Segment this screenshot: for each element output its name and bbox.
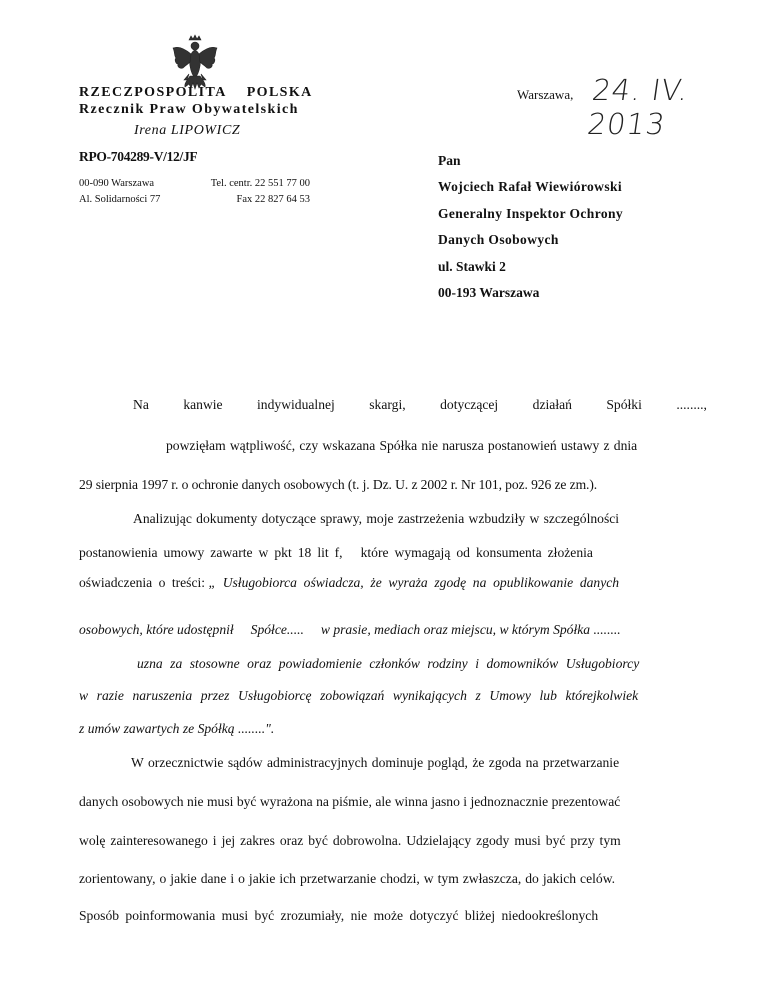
word: Na [133,397,149,412]
institution-line2: Rzecznik Praw Obywatelskich [79,102,299,117]
word: dotyczącej [440,397,499,412]
paragraph1-line1 [133,397,707,413]
letter-city: Warszawa, [517,87,574,102]
polish-eagle-emblem-icon [170,34,220,90]
word: ........, [676,397,707,412]
word: skargi, [369,397,406,412]
reference-number: RPO-704289-V/12/JF [79,149,198,164]
paragraph2-line6: w razie naruszenia przez Usługobiorcę zobowiązań wynikających z Umowy lub którejkolwiek [79,688,639,703]
recipient-salutation: Pan [438,153,461,168]
recipient-name: Wojciech Rafał Wiewiórowski [438,179,623,195]
paragraph2-line1: Analizując dokumenty dotyczące sprawy, moje zastrzeżenia wzbudziły w szczególności [133,511,620,526]
sender-contact [200,176,310,208]
paragraph1-line3: 29 sierpnia 1997 r. o ochronie danych osobowych (t. j. Dz. U. z 2002 r. Nr 101, poz. 926 ze zm.). [79,477,598,492]
sender-phone: Tel. centr. 22 551 77 00 [210,178,310,189]
consent-quote-start: „ Usługobiorca oświadcza, że wyraża zgodę na opublikowanie danych [208,575,620,590]
consent-intro: oświadczenia o treści: [79,575,206,590]
paragraph2-line3 [79,575,707,591]
paragraph2-line5: uzna za stosowne oraz powiadomienie członków rodziny i domowników Usługobiorcy [137,656,640,671]
paragraph3-line4: zorientowany, o jakie dane i o jakie ich przetwarzanie chodzi, w tym zwłaszcza, do jakich celów. [79,871,616,886]
word: kanwie [183,397,223,412]
word: indywidualnej [257,397,335,412]
sender-address [79,176,160,208]
paragraph3-line5: Sposób poinformowania musi być zrozumiały, nie może dotyczyć bliżej niedookreślonych [79,908,599,923]
recipient-title-2: Danych Osobowych [438,232,559,248]
paragraph2-line4: osobowych, które udostępnił Spółce..... w prasie, mediach oraz miejscu, w którym Spółka ........ [79,622,621,637]
ombudsman-name: Irena LIPOWICZ [134,123,241,138]
sender-fax: Fax 22 827 64 53 [236,194,310,205]
sender-street: Al. Solidarności 77 [79,194,161,205]
institution-name [79,84,313,118]
word: działań [532,397,572,412]
institution-line1-a: RZECZPOSPOLITA [79,85,227,100]
sender-postal: 00-090 Warszawa [79,178,155,189]
paragraph2-line2: postanowienia umowy zawarte w pkt 18 lit f, które wymagają od konsumenta złożenia [79,545,593,560]
paragraph3-line1: W orzecznictwie sądów administracyjnych dominuje pogląd, że zgoda na przetwarzanie [131,755,620,770]
recipient-city: 00-193 Warszawa [438,284,540,300]
recipient-title-1: Generalny Inspektor Ochrony [438,205,624,221]
handwritten-date: 24. IV. 2013 [585,73,691,141]
recipient-street: ul. Stawki 2 [438,258,506,274]
word: Spółki [606,397,642,412]
paragraph3-line2: danych osobowych nie musi być wyrażona na piśmie, ale winna jasno i jednoznacznie prezentować [79,794,621,809]
paragraph3-line3: wolę zainteresowanego i jej zakres oraz być dobrowolna. Udzielający zgody musi być przy tym [79,833,621,848]
paragraph2-line7: z umów zawartych ze Spółką ........". [79,721,275,736]
institution-line1-b: POLSKA [246,85,313,100]
recipient-block [438,152,623,310]
paragraph1-line2: powzięłam wątpliwość, czy wskazana Spółka nie narusza postanowień ustawy z dnia [166,438,638,453]
